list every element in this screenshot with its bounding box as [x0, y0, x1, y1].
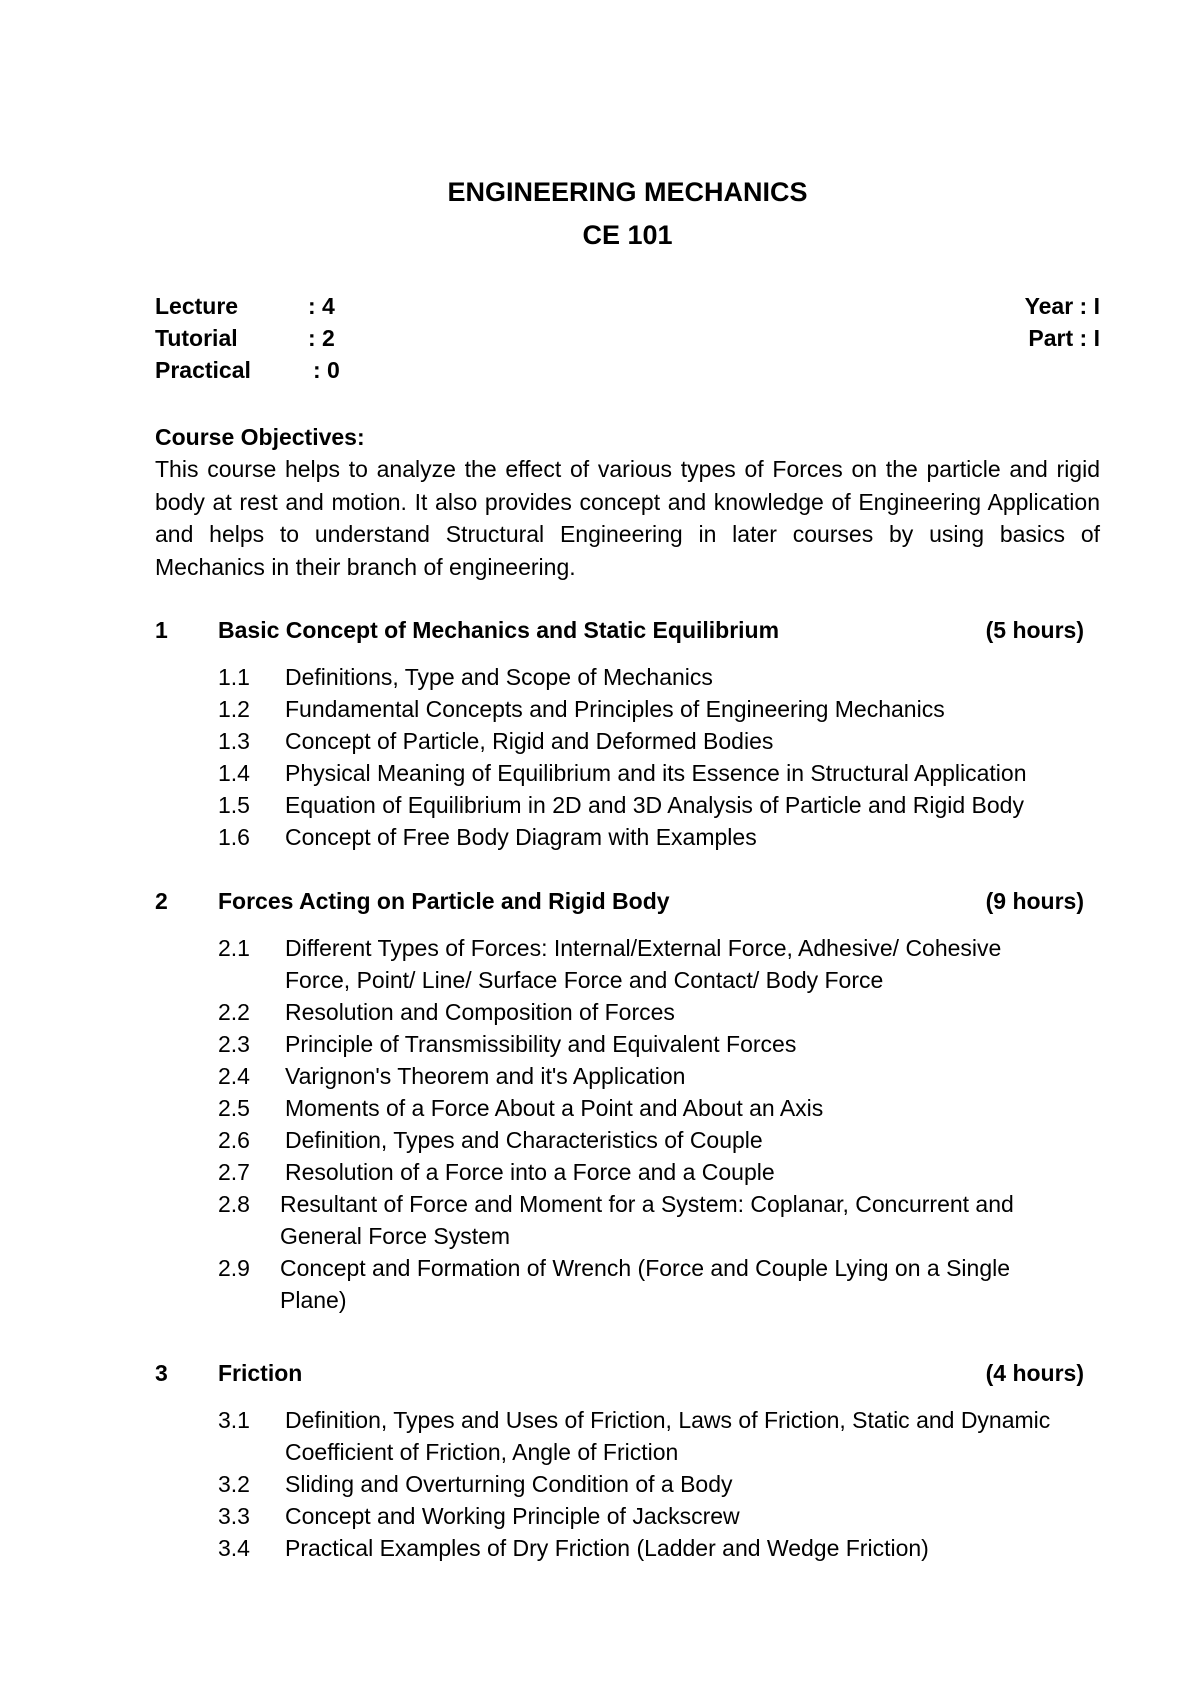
section-items	[155, 932, 1100, 1316]
course-meta	[155, 293, 1100, 389]
lecture-value: : 4	[308, 293, 335, 319]
item-text: Concept of Particle, Rigid and Deformed Bodies	[285, 728, 774, 754]
document-page	[155, 0, 1100, 1702]
practical-label: Practical	[155, 357, 251, 383]
list-item	[155, 1404, 1100, 1468]
objectives-heading: Course Objectives:	[155, 424, 365, 450]
item-number: 2.8	[218, 1191, 250, 1217]
course-objectives	[155, 421, 1100, 583]
item-text: Practical Examples of Dry Friction (Ladder and Wedge Friction)	[285, 1535, 929, 1561]
list-item	[155, 932, 1100, 996]
item-text: Definition, Types and Uses of Friction, Laws of Friction, Static and Dynamic Coefficient of Friction, Angle of Friction	[285, 1407, 1051, 1465]
list-item	[155, 996, 1100, 1028]
item-text: Concept and Working Principle of Jackscrew	[285, 1503, 740, 1529]
section-hours: (4 hours)	[985, 1360, 1084, 1386]
part-label: Part : I	[1028, 325, 1100, 351]
item-number: 1.4	[218, 760, 250, 786]
item-text: Fundamental Concepts and Principles of Engineering Mechanics	[285, 696, 945, 722]
section-title: Basic Concept of Mechanics and Static Equilibrium	[218, 617, 780, 643]
meta-row-practical	[155, 357, 1100, 389]
item-number: 2.5	[218, 1095, 250, 1121]
section-hours: (9 hours)	[985, 888, 1084, 914]
section-2	[155, 888, 1100, 1316]
tutorial-value: : 2	[308, 325, 335, 351]
section-number: 2	[155, 888, 168, 914]
item-text: Varignon's Theorem and it's Application	[285, 1063, 686, 1089]
section-title: Forces Acting on Particle and Rigid Body	[218, 888, 670, 914]
item-number: 3.1	[218, 1407, 250, 1433]
meta-row-tutorial	[155, 325, 1100, 357]
section-number: 1	[155, 617, 168, 643]
item-text: Physical Meaning of Equilibrium and its Essence in Structural Application	[285, 760, 1027, 786]
section-1	[155, 617, 1100, 853]
item-number: 2.6	[218, 1127, 250, 1153]
list-item	[155, 1188, 1100, 1252]
list-item	[155, 1500, 1100, 1532]
section-heading	[155, 1360, 1100, 1392]
section-heading	[155, 888, 1100, 920]
list-item	[155, 693, 1100, 725]
section-hours: (5 hours)	[985, 617, 1084, 643]
item-number: 2.2	[218, 999, 250, 1025]
year-label: Year : I	[1024, 293, 1100, 319]
item-text: Concept and Formation of Wrench (Force and Couple Lying on a Single Plane)	[280, 1255, 1011, 1313]
item-number: 3.2	[218, 1471, 250, 1497]
list-item	[155, 1060, 1100, 1092]
section-3	[155, 1360, 1100, 1564]
list-item	[155, 789, 1100, 821]
item-number: 1.5	[218, 792, 250, 818]
item-text: Moments of a Force About a Point and About an Axis	[285, 1095, 824, 1121]
list-item	[155, 821, 1100, 853]
item-text: Different Types of Forces: Internal/External Force, Adhesive/ Cohesive Force, Point/ Line/ Surface Force and Contact/ Body Force	[285, 935, 1002, 993]
course-code: CE 101	[582, 220, 673, 250]
item-number: 3.4	[218, 1535, 250, 1561]
item-number: 3.3	[218, 1503, 250, 1529]
list-item	[155, 1156, 1100, 1188]
list-item	[155, 661, 1100, 693]
list-item	[155, 757, 1100, 789]
section-items	[155, 1404, 1100, 1564]
section-items	[155, 661, 1100, 853]
course-title: ENGINEERING MECHANICS	[447, 177, 808, 207]
item-text: Resultant of Force and Moment for a System: Coplanar, Concurrent and General Force System	[280, 1191, 1014, 1249]
item-text: Equation of Equilibrium in 2D and 3D Analysis of Particle and Rigid Body	[285, 792, 1024, 818]
section-number: 3	[155, 1360, 168, 1386]
list-item	[155, 1532, 1100, 1564]
item-text: Resolution and Composition of Forces	[285, 999, 675, 1025]
objectives-text: This course helps to analyze the effect of various types of Forces on the particle and rigid body at rest and motion. It also provides concept and knowledge of Engineering Application and helps to understand Structural Engineering in later courses by using basics of Mechanics in their branch of engineering.	[155, 456, 1100, 580]
list-item	[155, 1092, 1100, 1124]
section-heading	[155, 617, 1100, 649]
item-number: 2.9	[218, 1255, 250, 1281]
item-text: Concept of Free Body Diagram with Examples	[285, 824, 757, 850]
item-number: 1.2	[218, 696, 250, 722]
list-item	[155, 725, 1100, 757]
tutorial-label: Tutorial	[155, 325, 238, 351]
item-number: 2.3	[218, 1031, 250, 1057]
item-number: 2.4	[218, 1063, 250, 1089]
item-number: 2.7	[218, 1159, 250, 1185]
item-number: 2.1	[218, 935, 250, 961]
item-text: Definition, Types and Characteristics of Couple	[285, 1127, 763, 1153]
practical-value: : 0	[313, 357, 340, 383]
list-item	[155, 1468, 1100, 1500]
item-text: Definitions, Type and Scope of Mechanics	[285, 664, 713, 690]
list-item	[155, 1028, 1100, 1060]
item-text: Sliding and Overturning Condition of a Body	[285, 1471, 733, 1497]
list-item	[155, 1124, 1100, 1156]
lecture-label: Lecture	[155, 293, 239, 319]
item-number: 1.3	[218, 728, 250, 754]
item-text: Principle of Transmissibility and Equivalent Forces	[285, 1031, 797, 1057]
item-number: 1.1	[218, 664, 250, 690]
section-title: Friction	[218, 1360, 303, 1386]
item-number: 1.6	[218, 824, 250, 850]
item-text: Resolution of a Force into a Force and a Couple	[285, 1159, 775, 1185]
list-item	[155, 1252, 1100, 1316]
meta-row-lecture	[155, 293, 1100, 325]
